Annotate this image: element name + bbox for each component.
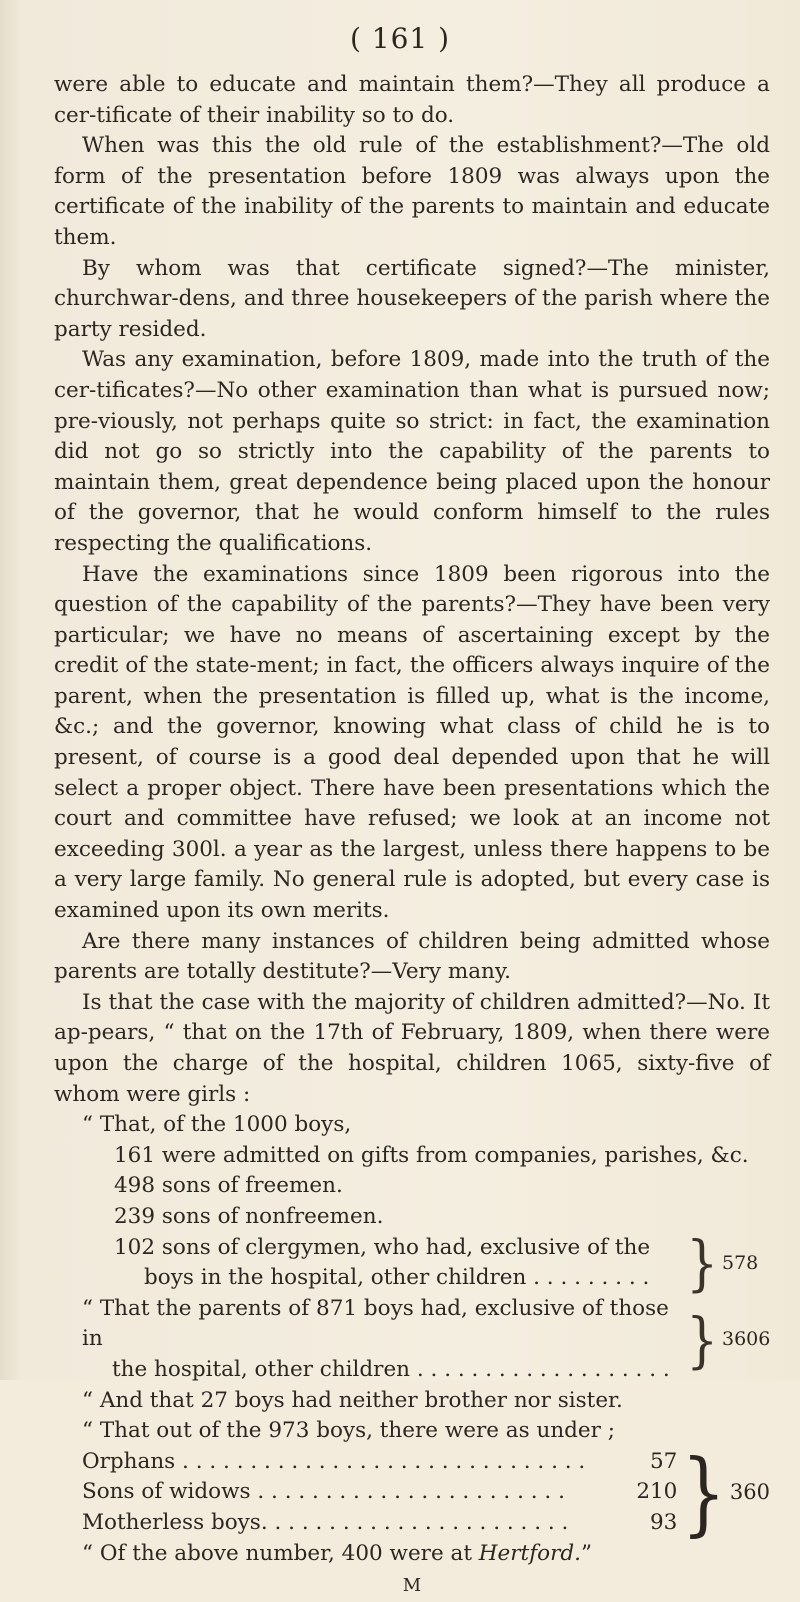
hertford-pre: “ Of the above number, 400 were at	[82, 1540, 479, 1566]
parents-row	[54, 1294, 770, 1386]
list-item: 498 sons of freemen.	[114, 1173, 343, 1199]
orphans-row	[82, 1477, 677, 1508]
orphans-row	[82, 1447, 677, 1478]
orphans-label: Orphans . . . . . . . . . . . . . . . . . . . . . . . . . . . . . .	[82, 1448, 586, 1474]
orphans-label: Motherless boys. . . . . . . . . . . . . . . . . . . . . . .	[82, 1509, 569, 1535]
page-number-header: ( 161 )	[349, 22, 451, 55]
orphans-value: 93	[650, 1509, 678, 1535]
parents-line-1: “ That the parents of 871 boys had, exclusive of those in	[82, 1295, 669, 1352]
quote-boys-intro: “ That, of the 1000 boys,	[82, 1112, 352, 1138]
orphans-total: 360	[729, 1480, 770, 1505]
orphans-value: 57	[650, 1448, 678, 1474]
paragraph: Have the examinations since 1809 been rigorous into the question of the capability of the parents?—They have been very particular; we have no means of ascertaining except by the credit of the state-ment; in fact, the officers always inquire of the parent, when the presentation is filled up, what is the income, &c.; and the governor, knowing what class of child he is to present, of course is a good deal depended upon that he will select a proper object. There have been presentations which the court and committee have refused; we look at an income not exceeding 300l. a year as the largest, unless there happens to be a very large family. No general rule is adopted, but every case is examined upon its own merits.	[54, 561, 770, 924]
orphans-block	[54, 1439, 770, 1546]
right-brace-icon: }	[686, 1228, 718, 1298]
list-item: 161 were admitted on gifts from companies, parishes, &c.	[114, 1142, 749, 1168]
right-brace-icon: }	[681, 1439, 726, 1546]
orphans-label: Sons of widows . . . . . . . . . . . . . . . . . . . . . . .	[82, 1479, 565, 1505]
right-brace-icon: }	[686, 1304, 718, 1375]
paragraph: By whom was that certificate signed?—The minister, churchwar-dens, and three housekeepers of the parish where the party resided.	[54, 255, 770, 342]
signature-mark: M	[402, 1575, 422, 1597]
clergy-line-2: boys in the hospital, other children . . . . . . . . .	[144, 1265, 650, 1291]
no-sibling-line: “ And that 27 boys had neither brother nor sister.	[82, 1387, 623, 1413]
out-of-line: “ That out of the 973 boys, there were as under ;	[82, 1418, 616, 1444]
paragraph: When was this the old rule of the establishment?—The old form of the presentation before 1809 was always upon the certificate of the inability of the parents to maintain and educate them.	[54, 133, 770, 250]
orphans-row	[82, 1508, 677, 1539]
list-item: 239 sons of nonfreemen.	[114, 1203, 384, 1229]
paragraph: Is that the case with the majority of children admitted?—No. It ap-pears, “ that on the 17th of February, 1809, when there were upon the charge of the hospital, children 1065, sixty-five of whom were girls :	[54, 989, 770, 1107]
page-body	[54, 70, 770, 1602]
paragraph: Are there many instances of children being admitted whose parents are totally destitute?—Very many.	[54, 928, 770, 985]
hertford-post: ”	[580, 1540, 592, 1566]
parents-line-2: the hospital, other children . . . . . . . . . . . . . . . . . . .	[112, 1356, 670, 1382]
hertford-place: Hertford.	[478, 1540, 581, 1566]
clergy-row	[54, 1228, 770, 1298]
orphans-value: 210	[636, 1479, 678, 1505]
clergy-line-1: 102 sons of clergymen, who had, exclusive of the	[114, 1234, 651, 1260]
parents-total: 3606	[722, 1328, 771, 1351]
paragraph: were able to educate and maintain them?—They all produce a cer-tificate of their inability so to do.	[54, 72, 770, 128]
clergy-total: 578	[722, 1251, 759, 1274]
hertford-line	[54, 1539, 770, 1570]
paragraph: Was any examination, before 1809, made into the truth of the cer-tificates?—No other examination than what is pursued now; pre-viously, not perhaps quite so strict: in fact, the examination did not go so strictly into the capability of the parents to maintain them, great dependence being placed upon the honour of the governor, that he would conform himself to the rules respecting the qualifications.	[54, 347, 770, 556]
